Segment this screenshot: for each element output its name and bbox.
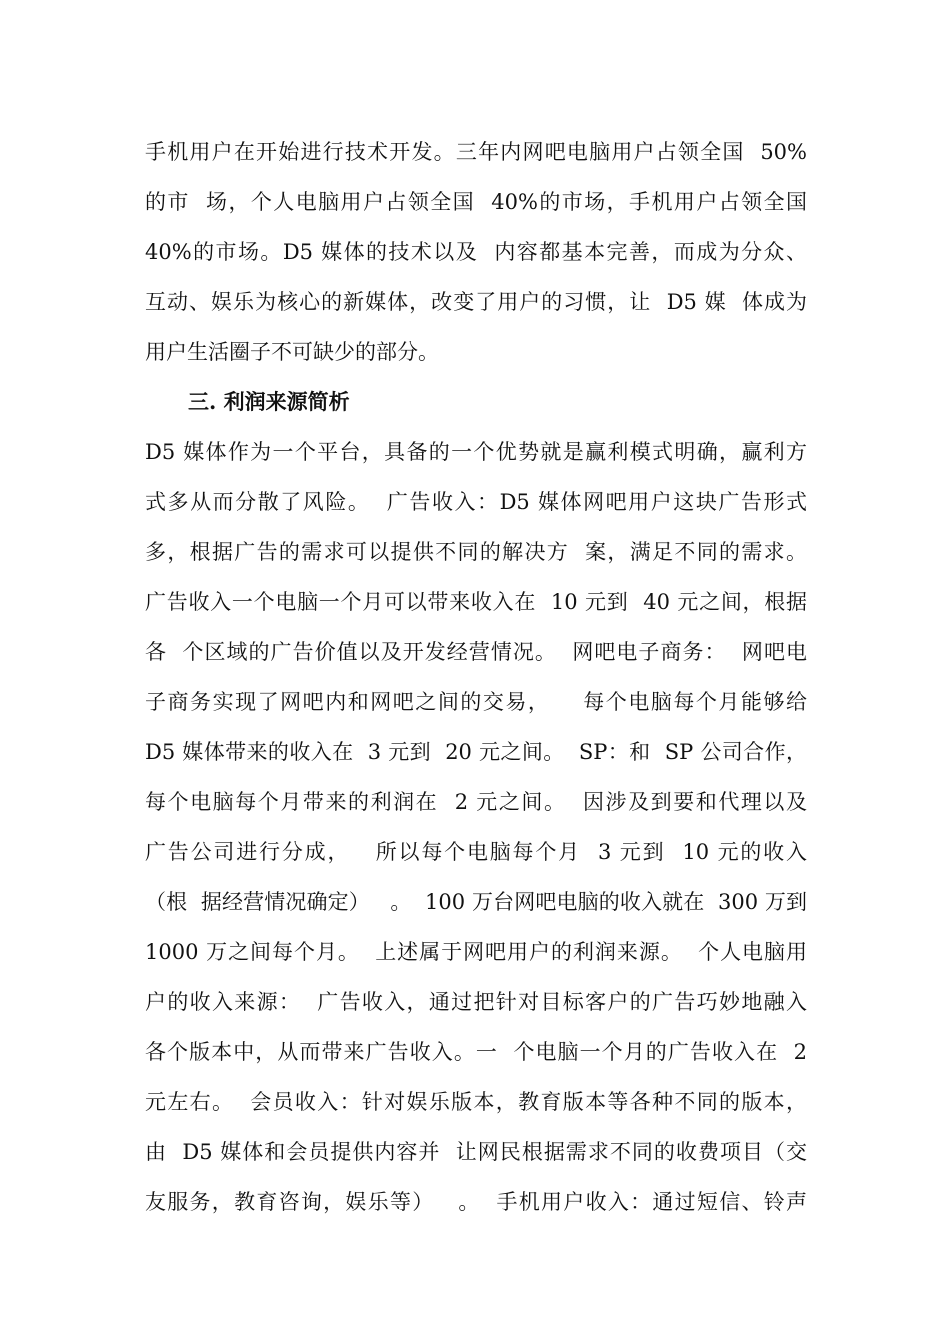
paragraph-2-line-6: 子商务实现了网吧内和网吧之间的交易， 每个电脑每个月能够给 xyxy=(145,690,807,714)
paragraph-2-line-15: 由 D5 媒体和会员提供内容并 让网民根据需求不同的收费项目（交 xyxy=(145,1140,807,1164)
paragraph-2-line-8: 每个电脑每个月带来的利润在 2 元之间。 因涉及到要和代理以及 xyxy=(145,790,807,814)
paragraph-2-line-7: D5 媒体带来的收入在 3 元到 20 元之间。 SP：和 SP 公司合作， xyxy=(145,740,807,764)
paragraph-1-line-1: 手机用户在开始进行技术开发。三年内网吧电脑用户占领全国 50% xyxy=(145,140,807,164)
paragraph-2-line-12: 户的收入来源： 广告收入，通过把针对目标客户的广告巧妙地融入 xyxy=(145,990,807,1014)
paragraph-2-line-11: 1000 万之间每个月。 上述属于网吧用户的利润来源。 个人电脑用 xyxy=(145,940,807,964)
paragraph-2-line-13: 各个版本中，从而带来广告收入。一 个电脑一个月的广告收入在 2 xyxy=(145,1040,807,1064)
paragraph-2-line-1: D5 媒体作为一个平台，具备的一个优势就是赢利模式明确，赢利方 xyxy=(145,440,807,464)
paragraph-2-line-2: 式多从而分散了风险。 广告收入：D5 媒体网吧用户这块广告形式 xyxy=(145,490,807,514)
paragraph-1-line-5: 用户生活圈子不可缺少的部分。 xyxy=(145,340,439,364)
paragraph-2-line-10: （根 据经营情况确定） 。 100 万台网吧电脑的收入就在 300 万到 xyxy=(145,890,807,914)
paragraph-2-line-3: 多，根据广告的需求可以提供不同的解决方 案，满足不同的需求。 xyxy=(145,540,807,564)
paragraph-2-line-4: 广告收入一个电脑一个月可以带来收入在 10 元到 40 元之间，根据 xyxy=(145,590,807,614)
paragraph-1-line-2: 的市 场，个人电脑用户占领全国 40%的市场，手机用户占领全国 xyxy=(145,190,807,214)
paragraph-2-line-16: 友服务，教育咨询，娱乐等） 。 手机用户收入：通过短信、铃声 xyxy=(145,1190,807,1214)
paragraph-2-line-9: 广告公司进行分成， 所以每个电脑每个月 3 元到 10 元的收入 xyxy=(145,840,807,864)
paragraph-2-line-14: 元左右。 会员收入：针对娱乐版本，教育版本等各种不同的版本， xyxy=(145,1090,807,1114)
section-heading: 三. 利润来源简析 xyxy=(188,389,350,414)
paragraph-2-line-5: 各 个区域的广告价值以及开发经营情况。 网吧电子商务： 网吧电 xyxy=(145,640,807,664)
paragraph-1-line-4: 互动、娱乐为核心的新媒体，改变了用户的习惯，让 D5 媒 体成为 xyxy=(145,290,807,314)
paragraph-1-line-3: 40%的市场。D5 媒体的技术以及 内容都基本完善，而成为分众、 xyxy=(145,240,807,264)
